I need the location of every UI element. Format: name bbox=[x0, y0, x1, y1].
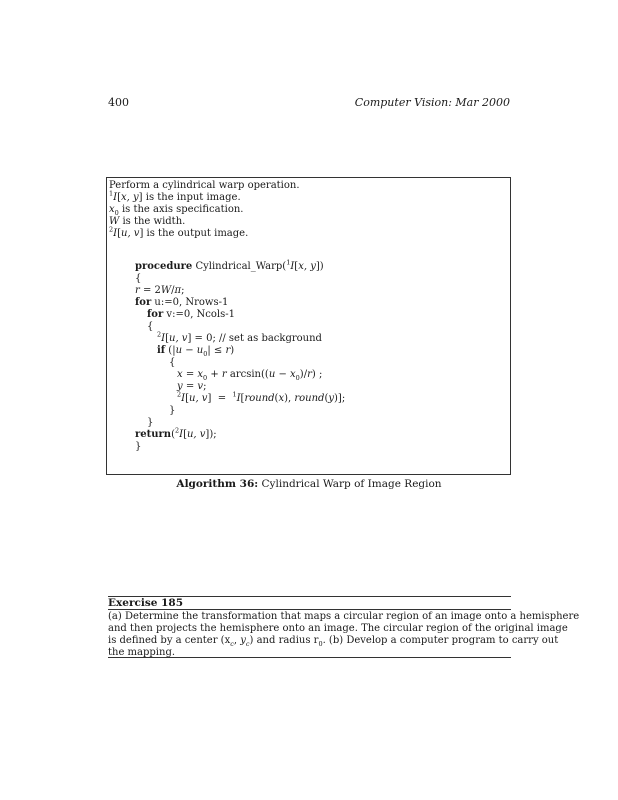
algo-intro-line: $^2$I[u, v] is the output image. bbox=[109, 225, 249, 239]
code-brace: { bbox=[135, 273, 142, 284]
code-line: for v:=0, Ncols-1 bbox=[147, 309, 235, 320]
algo-intro-line: $x_0$ is the axis specification. bbox=[109, 204, 244, 217]
code-brace: } bbox=[147, 417, 154, 428]
exercise-title: Exercise 185 bbox=[108, 597, 184, 609]
code-brace: } bbox=[135, 441, 142, 452]
procedure-header: procedure Cylindrical_Warp($^1$I[x, y]) bbox=[135, 258, 324, 272]
page-number: 400 bbox=[108, 96, 129, 109]
code-line: $^2$I[u, v] = $^1$I[round(x), round(y)]; bbox=[177, 390, 346, 404]
exercise-text-line: is defined by a center ($x_c$, $y_c$) and radius $r_0$. (b) Develop a computer program to carry out bbox=[108, 635, 559, 648]
code-brace: { bbox=[147, 321, 154, 332]
code-line: r = 2W/π; bbox=[135, 285, 185, 296]
exercise-bottom-rule bbox=[108, 657, 511, 658]
code-brace: { bbox=[169, 357, 176, 368]
algo-intro-line: W is the width. bbox=[109, 216, 186, 227]
algorithm-box bbox=[106, 177, 511, 475]
code-brace: } bbox=[169, 405, 176, 416]
algo-intro-line: $^1$I[x, y] is the input image. bbox=[109, 189, 241, 203]
exercise-mid-rule bbox=[108, 609, 511, 610]
code-line: return($^2$I[u, v]); bbox=[135, 426, 217, 440]
code-line: $^2$I[u, v] = 0; // set as background bbox=[157, 330, 322, 344]
exercise-text-line: (a) Determine the transformation that maps a circular region of an image onto a hemisphere bbox=[108, 611, 580, 622]
code-line: $x = x_0 + r$ $\arcsin((u - x_0)/r)$ ; bbox=[177, 369, 323, 382]
code-line: for u:=0, Nrows-1 bbox=[135, 297, 229, 308]
running-head: Computer Vision: Mar 2000 bbox=[354, 96, 510, 109]
code-line: y = v; bbox=[177, 381, 207, 392]
exercise-text-line: the mapping. bbox=[108, 647, 176, 658]
algo-intro-line: Perform a cylindrical warp operation. bbox=[109, 180, 300, 191]
code-line: if $(|u - u_0| \le r)$ bbox=[157, 345, 235, 358]
exercise-text-line: and then projects the hemisphere onto an image. The circular region of the original image bbox=[108, 623, 568, 634]
algorithm-caption: Algorithm 36: Cylindrical Warp of Image Region bbox=[176, 478, 442, 490]
